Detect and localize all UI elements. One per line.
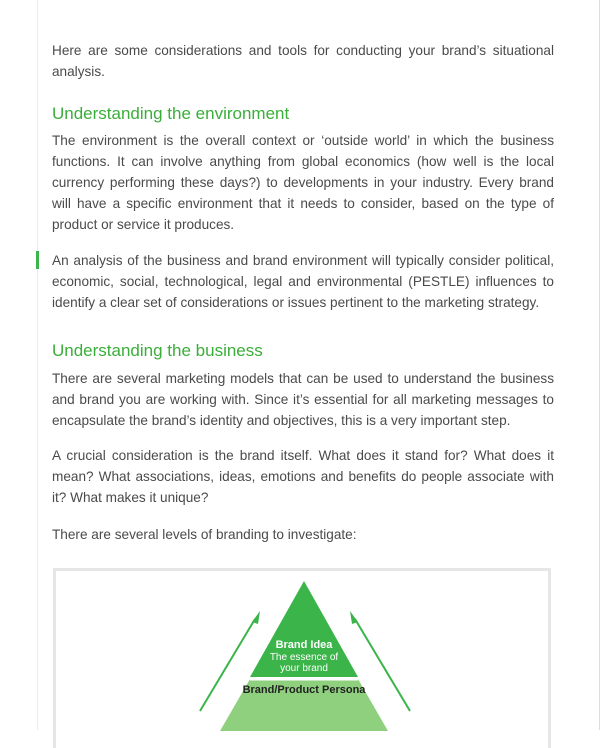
environment-paragraph-1: The environment is the overall context or ‘outside world’ in which the business functions. It can involve anything from global economics (how well is the local currency performing these days?) to developments in your industry. Every brand will have a specific environment that it needs to consider, based on the type of product or service it produces. bbox=[52, 133, 554, 232]
branding-levels-diagram bbox=[53, 568, 551, 748]
environment-paragraph-2: An analysis of the business and brand environment will typically consider political, economic, social, technological, legal and environmental (PESTLE) influences to identify a clear set of considerations or issues pertinent to the marketing strategy. bbox=[52, 253, 554, 310]
business-paragraph-3: There are several levels of branding to investigate: bbox=[52, 527, 357, 542]
brand-idea-title: Brand Idea bbox=[275, 639, 333, 651]
heading-business: Understanding the business bbox=[52, 341, 263, 360]
business-paragraph-2: A crucial consideration is the brand itself. What does it stand for? What does it mean? What associations, ideas, emotions and benefits do people associate with it? What makes it unique? bbox=[52, 448, 554, 505]
pyramid-top-text bbox=[234, 639, 374, 674]
left-margin-rule bbox=[37, 0, 38, 730]
heading-environment: Understanding the environment bbox=[52, 104, 290, 123]
brand-persona-label: Brand/Product Persona bbox=[242, 684, 366, 696]
business-paragraph-1: There are several marketing models that can be used to understand the business and brand you are working with. Since it’s essential for all marketing messages to encapsulate the brand’s identity and objectives, this is a very important step. bbox=[52, 371, 554, 428]
callout-accent-bar bbox=[36, 251, 39, 269]
intro-paragraph: Here are some considerations and tools for conducting your brand’s situational analysis. bbox=[52, 43, 554, 79]
brand-idea-subtitle: The essence of your brand bbox=[269, 652, 339, 674]
